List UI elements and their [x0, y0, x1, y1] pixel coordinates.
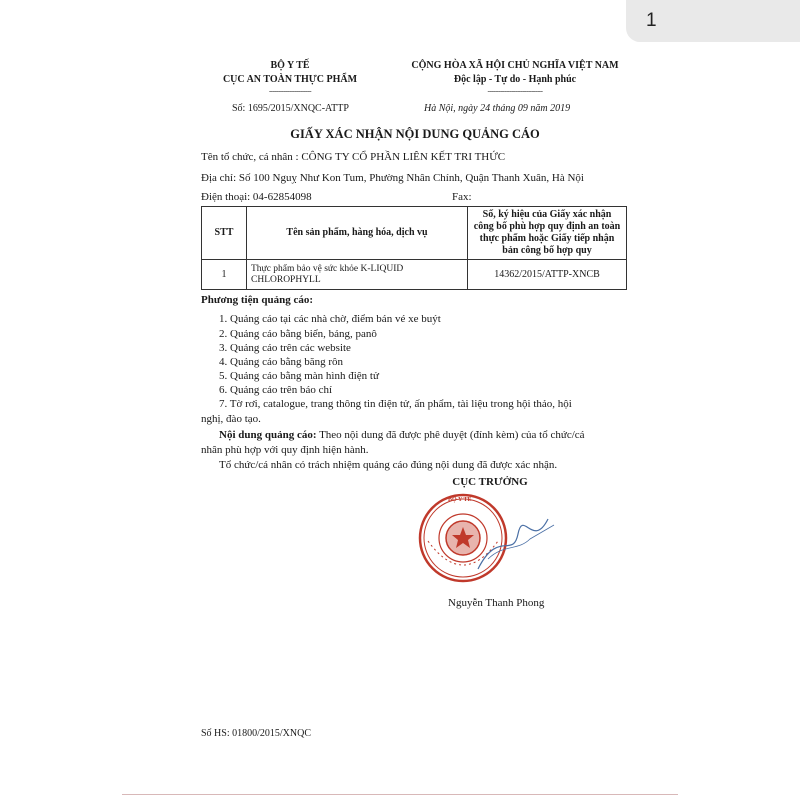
media-item: 3. Quảng cáo trên các website [219, 342, 351, 354]
cell-product: Thực phẩm bảo vệ sức khỏe K-LIQUID CHLOROPHYLL [247, 260, 468, 290]
cell-stt: 1 [202, 260, 247, 290]
media-item: 6. Quảng cáo trên báo chí [219, 384, 333, 396]
table-header-row [202, 207, 627, 260]
header-product: Tên sản phẩm, hàng hóa, dịch vụ [247, 207, 468, 260]
ministry-name: BỘ Y TẾ [270, 60, 310, 71]
header-stt: STT [202, 207, 247, 260]
content-text: Theo nội dung đã được phê duyệt (đính kèm) của tổ chức/cá [316, 429, 585, 441]
country-motto: Độc lập - Tự do - Hạnh phúc [453, 74, 577, 85]
responsibility-note: Tổ chức/cá nhân có trách nhiệm quảng cáo đúng nội dung đã được xác nhận. [219, 459, 558, 471]
seal-top-text: BỘ Y TẾ [448, 497, 472, 503]
cell-certificate: 14362/2015/ATTP-XNCB [468, 260, 627, 290]
header-left-rule: ----------------------- [268, 87, 312, 95]
document-number: Số: 1695/2015/XNQC-ATTP [232, 103, 349, 114]
country-name: CỘNG HÒA XÃ HỘI CHỦ NGHĨA VIỆT NAM [411, 60, 619, 71]
content-line-1 [219, 429, 585, 441]
official-seal [418, 489, 558, 594]
page-bottom-divider [122, 794, 678, 795]
media-heading: Phương tiện quảng cáo: [201, 294, 314, 306]
agency-name: CỤC AN TOÀN THỰC PHẨM [222, 74, 358, 85]
media-item-continued: nghị, đào tạo. [201, 413, 261, 425]
header-certificate: Số, ký hiệu của Giấy xác nhận công bố phù hợp quy định an toàn thực phẩm hoặc Giấy tiếp nhận bản công bố hợp quy [468, 207, 627, 260]
table-row [202, 260, 627, 290]
media-item: 4. Quảng cáo bằng băng rôn [219, 356, 344, 368]
seal-graphic [418, 489, 558, 589]
organization-name: Tên tổ chức, cá nhân : CÔNG TY CỔ PHẦN LIÊN KẾT TRI THỨC [201, 151, 506, 163]
media-item: 5. Quảng cáo bằng màn hình điện tử [219, 370, 379, 382]
organization-address: Địa chỉ: Số 100 Nguỵ Như Kon Tum, Phường Nhân Chính, Quận Thanh Xuân, Hà Nội [201, 172, 584, 184]
file-number: Số HS: 01800/2015/XNQC [201, 728, 312, 739]
header-right-rule: ------------------------------ [487, 87, 543, 95]
signer-name: Nguyễn Thanh Phong [448, 597, 545, 609]
place-and-date: Hà Nội, ngày 24 tháng 09 năm 2019 [424, 103, 571, 114]
signer-role: CỤC TRƯỞNG [452, 476, 528, 488]
organization-phone: Điện thoại: 04-62854098 [201, 191, 312, 203]
content-label: Nội dung quảng cáo: [219, 429, 317, 441]
media-item: 1. Quảng cáo tại các nhà chờ, điểm bán vé xe buýt [219, 313, 441, 325]
document-title: GIẤY XÁC NHẬN NỘI DUNG QUẢNG CÁO [290, 127, 540, 141]
product-table [201, 206, 627, 290]
content-line-2: nhân phù hợp với quy định hiện hành. [201, 444, 369, 456]
media-item: 2. Quảng cáo bằng biển, bảng, panô [219, 328, 377, 340]
page-number: 1 [646, 10, 657, 31]
media-item: 7. Tờ rơi, catalogue, trang thông tin điện tử, ấn phẩm, tài liệu trong hội thảo, hội [219, 398, 572, 410]
organization-fax: Fax: [452, 191, 472, 203]
